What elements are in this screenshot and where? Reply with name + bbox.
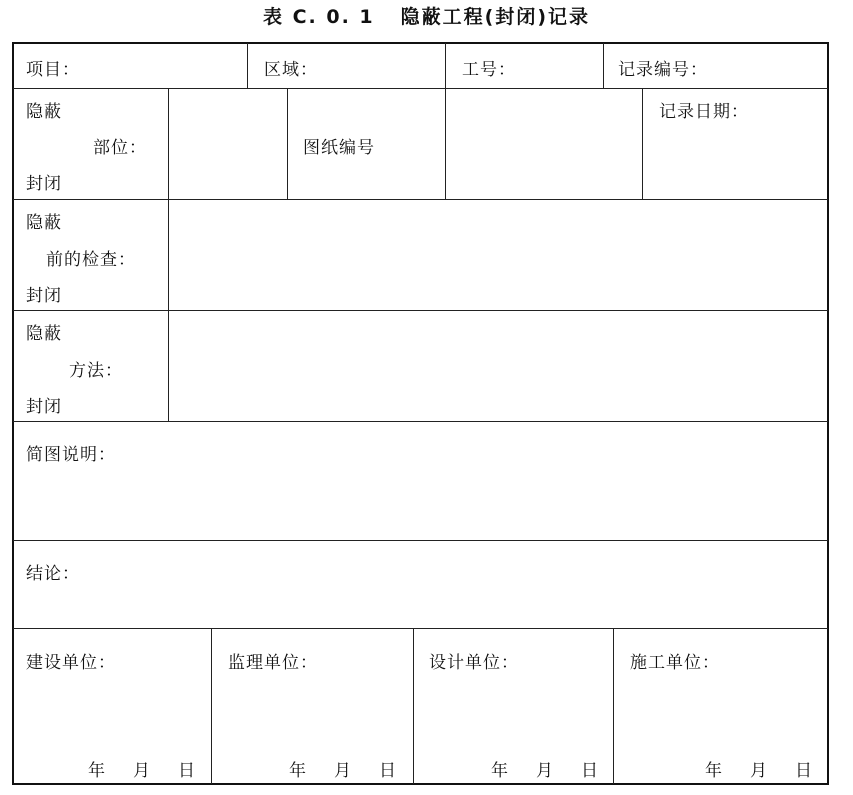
hidden-label: 隐蔽 <box>26 213 62 233</box>
project-label: 项目： <box>26 60 80 80</box>
month-label: 月 <box>750 761 767 781</box>
column-divider <box>613 628 614 784</box>
column-divider <box>287 88 288 199</box>
day-label: 日 <box>581 761 598 781</box>
sketch-description-label: 简图说明： <box>26 445 116 465</box>
table-number: 表 C. 0. 1 <box>262 6 375 28</box>
column-divider <box>642 88 643 199</box>
row-divider <box>13 540 828 541</box>
record-date-label: 记录日期： <box>659 102 749 122</box>
month-label: 月 <box>133 761 150 781</box>
column-divider <box>247 43 248 88</box>
closed-label: 封闭 <box>26 174 62 194</box>
pre-inspection-label: 前的检查： <box>46 250 136 270</box>
day-label: 日 <box>178 761 195 781</box>
work-number-label: 工号： <box>462 60 516 80</box>
hidden-label: 隐蔽 <box>26 324 62 344</box>
hidden-label: 隐蔽 <box>26 102 62 122</box>
supervision-unit-label: 监理单位： <box>228 653 318 673</box>
construction-unit-label: 建设单位： <box>26 653 116 673</box>
row-divider <box>13 421 828 422</box>
row-divider <box>13 310 828 311</box>
column-divider <box>445 88 446 199</box>
closed-label: 封闭 <box>26 397 62 417</box>
contractor-unit-label: 施工单位： <box>630 653 720 673</box>
column-divider <box>168 88 169 199</box>
table-name: 隐蔽工程(封闭)记录 <box>400 6 591 28</box>
row-divider <box>13 628 828 629</box>
row-divider <box>13 199 828 200</box>
drawing-number-label: 图纸编号 <box>303 138 375 158</box>
year-label: 年 <box>705 761 722 781</box>
row-divider <box>13 88 828 89</box>
conclusion-label: 结论： <box>26 564 80 584</box>
day-label: 日 <box>379 761 396 781</box>
closed-label: 封闭 <box>26 286 62 306</box>
column-divider <box>603 43 604 88</box>
day-label: 日 <box>795 761 812 781</box>
part-label: 部位： <box>93 138 147 158</box>
area-label: 区域： <box>264 60 318 80</box>
year-label: 年 <box>289 761 306 781</box>
form-title <box>0 2 853 29</box>
year-label: 年 <box>88 761 105 781</box>
method-label: 方法： <box>69 361 123 381</box>
year-label: 年 <box>491 761 508 781</box>
column-divider <box>445 43 446 88</box>
design-unit-label: 设计单位： <box>429 653 519 673</box>
column-divider <box>211 628 212 784</box>
column-divider <box>413 628 414 784</box>
column-divider <box>168 199 169 421</box>
record-number-label: 记录编号： <box>618 60 708 80</box>
month-label: 月 <box>536 761 553 781</box>
month-label: 月 <box>334 761 351 781</box>
